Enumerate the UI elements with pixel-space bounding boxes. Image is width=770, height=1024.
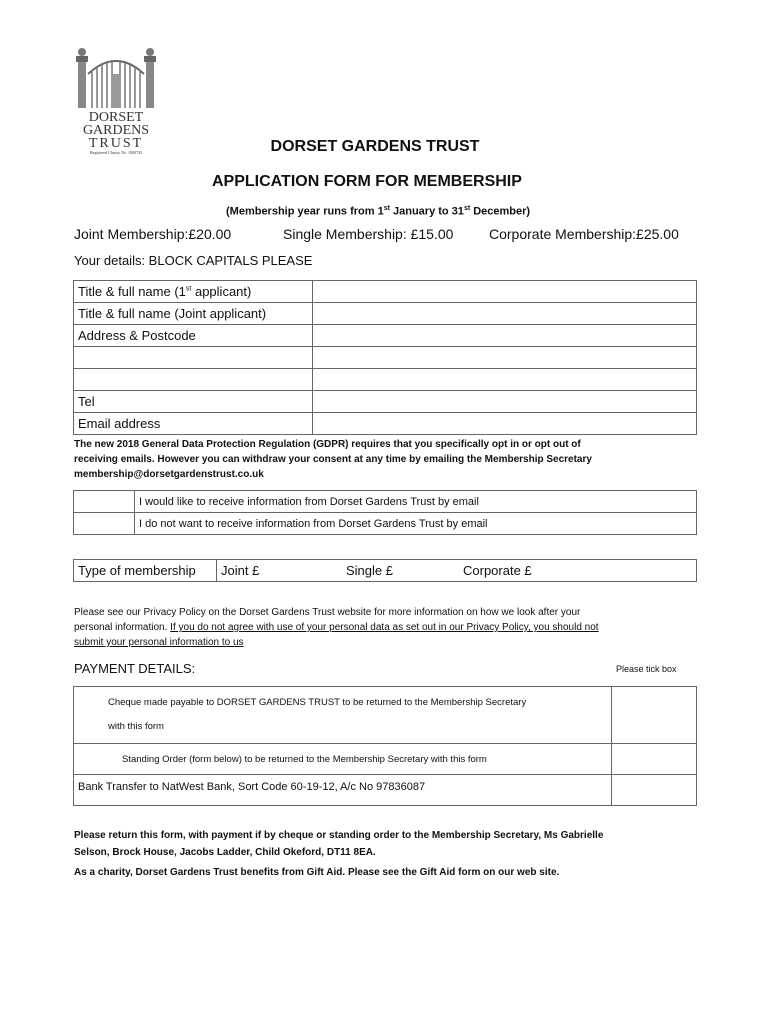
details-row — [74, 281, 697, 303]
details-label: Tel — [74, 391, 313, 413]
return-line-1: Please return this form, with payment if by cheque or standing order to the Membership Secretary, Ms Gabrielle — [74, 830, 604, 841]
tick-box-note: Please tick box — [616, 664, 677, 674]
gdpr-line-1: The new 2018 General Data Protection Regulation (GDPR) requires that you specifically opt in or opt out of — [74, 439, 581, 450]
details-label — [74, 369, 313, 391]
details-table — [73, 280, 697, 435]
details-label: Title & full name (1st applicant) — [74, 281, 313, 303]
payment-row-bank — [74, 775, 697, 806]
logo-line-dorset: DORSET — [88, 110, 144, 125]
standing-order-tick-box[interactable] — [612, 744, 697, 775]
details-row — [74, 347, 697, 369]
details-label: Title & full name (Joint applicant) — [74, 303, 313, 325]
opt-in-checkbox[interactable] — [74, 491, 135, 513]
privacy-line-2: personal information. If you do not agree with use of your personal data as set out in our Privacy Policy, you should not — [74, 622, 599, 633]
joint-amount-label: Joint £ — [221, 563, 260, 578]
opt-in-label: I would like to receive information from Dorset Gardens Trust by email — [135, 491, 697, 513]
price-single: Single Membership: £15.00 — [283, 226, 454, 242]
details-label: Address & Postcode — [74, 325, 313, 347]
details-heading: Your details: BLOCK CAPITALS PLEASE — [74, 253, 313, 268]
details-input[interactable] — [313, 369, 697, 391]
opt-out-checkbox[interactable] — [74, 513, 135, 535]
single-amount-label: Single £ — [346, 563, 393, 578]
opt-out-label: I do not want to receive information from Dorset Gardens Trust by email — [135, 513, 697, 535]
membership-year-note: (Membership year runs from 1st January to 31st December) — [226, 205, 531, 218]
logo-registered-charity: Registered Charity No. 1000743 — [90, 150, 142, 155]
standing-order-label: Standing Order (form below) to be returned to the Membership Secretary with this form — [74, 744, 612, 775]
details-label — [74, 347, 313, 369]
details-input[interactable] — [313, 347, 697, 369]
cheque-option-label: Cheque made payable to DORSET GARDENS TRUST to be returned to the Membership Secretary with this form — [74, 687, 612, 744]
payment-row-cheque — [74, 687, 697, 744]
payment-table — [73, 686, 697, 806]
details-row — [74, 369, 697, 391]
consent-row-opt-in — [74, 491, 697, 513]
privacy-notice — [74, 605, 599, 650]
cheque-tick-box[interactable] — [612, 687, 697, 744]
gdpr-email: membership@dorsetgardenstrust.co.uk — [74, 469, 264, 480]
details-input[interactable] — [313, 325, 697, 347]
corporate-amount-label: Corporate £ — [463, 563, 532, 578]
logo-line-gardens: GARDENS — [82, 123, 150, 138]
details-row — [74, 391, 697, 413]
payment-row-standing-order — [74, 744, 697, 775]
bank-transfer-label: Bank Transfer to NatWest Bank, Sort Code 60-19-12, A/c No 97836087 — [74, 775, 612, 806]
membership-type-table — [73, 559, 697, 582]
details-input[interactable] — [313, 413, 697, 435]
payment-heading: PAYMENT DETAILS: — [74, 661, 196, 676]
details-input[interactable] — [313, 391, 697, 413]
privacy-line-1: Please see our Privacy Policy on the Dorset Gardens Trust website for more information on how we look after your — [74, 607, 581, 618]
org-name: DORSET GARDENS TRUST — [270, 138, 480, 155]
details-label: Email address — [74, 413, 313, 435]
consent-row-opt-out — [74, 513, 697, 535]
privacy-line-3: submit your personal information to us — [74, 637, 244, 648]
details-input[interactable] — [313, 303, 697, 325]
details-row — [74, 413, 697, 435]
gdpr-notice — [74, 437, 592, 482]
details-row — [74, 303, 697, 325]
gates-icon — [76, 44, 156, 110]
form-title: APPLICATION FORM FOR MEMBERSHIP — [212, 173, 522, 190]
gdpr-line-2: receiving emails. However you can withdraw your consent at any time by emailing the Membership Secretary — [74, 454, 592, 465]
logo-line-trust: TRUST — [88, 136, 144, 151]
price-joint: Joint Membership:£20.00 — [74, 226, 232, 242]
bank-transfer-tick-box[interactable] — [612, 775, 697, 806]
return-instructions — [74, 827, 603, 861]
details-row — [74, 325, 697, 347]
membership-amounts-field[interactable] — [217, 560, 697, 582]
return-line-2: Selson, Brock House, Jacobs Ladder, Child Okeford, DT11 8EA. — [74, 847, 376, 858]
price-corporate: Corporate Membership:£25.00 — [489, 226, 679, 242]
privacy-warning: If you do not agree with use of your personal data as set out in our Privacy Policy, you should not — [170, 622, 599, 633]
details-input[interactable] — [313, 281, 697, 303]
gift-aid-note: As a charity, Dorset Gardens Trust benefits from Gift Aid. Please see the Gift Aid form on our web site. — [74, 867, 560, 878]
consent-table — [73, 490, 697, 535]
membership-type-label: Type of membership — [74, 560, 217, 582]
